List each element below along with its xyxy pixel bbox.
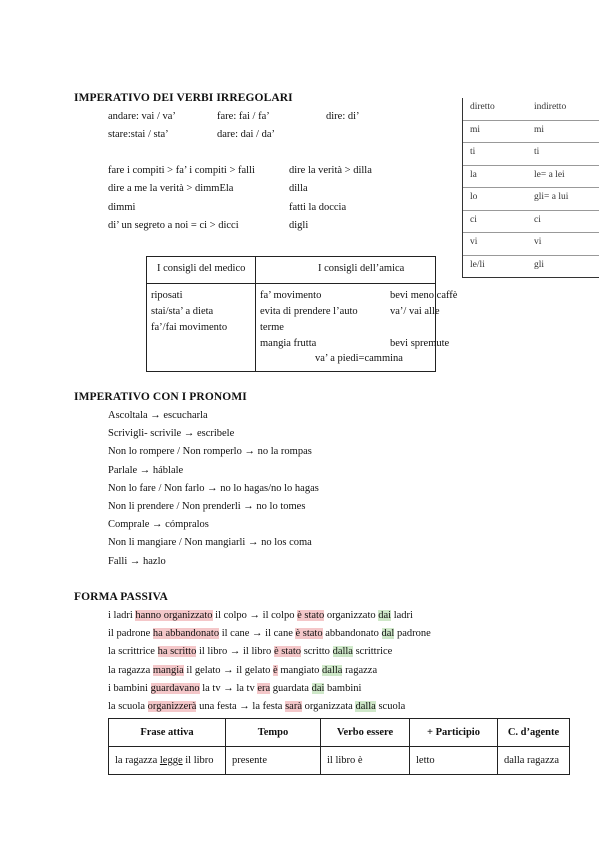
section-title-pronomi: IMPERATIVO CON I PRONOMI [74,391,247,403]
example-text: ragazza [342,664,378,676]
pronome-example: Scrivigli- scrivile → escribele [108,428,235,440]
pronome-example: Parlale → háblale [108,464,184,476]
verb-highlight: era [257,682,271,694]
verb-highlight: mangia [152,664,184,676]
pronoun-header-indiretto: indiretto [534,102,567,112]
passiva-example [108,683,361,694]
example-text: organizzato [324,610,379,621]
verb-highlight: hanno organizzato [135,610,213,621]
agent-highlight: dal [381,628,395,640]
example-text: una festa → la festa [196,701,286,712]
example-right: dire la verità > dilla [289,165,372,176]
section-title-irregolari: IMPERATIVO DEI VERBI IRREGOLARI [74,92,293,104]
pronoun-diretto: vi [470,237,478,247]
section-title-passiva: FORMA PASSIVA [74,591,168,603]
verb-highlight: sarà [285,701,302,712]
example-left: di’ un segreto a noi = ci > dicci [108,220,239,231]
example-text: organizzata [301,701,356,712]
col-verbo-essere: Verbo essere [321,719,410,747]
example-text: il gelato → il gelato [183,664,274,676]
example-text: il cane → il cane [219,628,296,640]
example-text: il colpo → il colpo [212,610,298,621]
form-dire: dire: di’ [326,111,360,122]
example-text: il libro → il libro [196,646,274,658]
consiglio-amica: terme [260,322,284,333]
pronome-example: Comprale → cómpralos [108,519,209,531]
pronoun-row [463,232,599,255]
verb-highlight: è stato [273,646,302,658]
example-text: la tv → la tv [199,682,258,694]
example-text: scritto [301,646,333,658]
pronoun-diretto: lo [470,192,478,202]
pronoun-row [463,120,599,143]
example-text: padrone [394,628,431,640]
pronoun-diretto: le/li [470,259,485,270]
pronoun-table [462,98,599,278]
verb-highlight: guardavano [150,682,200,694]
cell-verbo-essere: il libro è [321,747,410,775]
pronoun-indiretto: le= a lei [534,169,565,180]
cell-participio: letto [410,747,498,775]
consiglio-amica: bevi spremute [390,338,450,349]
agent-highlight: dai [311,682,325,694]
verb-highlight: è stato [295,628,323,640]
pronoun-row [463,187,599,210]
example-text: ladri [391,610,413,621]
example-text: scrittrice [352,646,393,658]
pronoun-indiretto: vi [534,237,542,247]
form-stare: stare:stai / sta’ [108,129,169,140]
pronome-example: Non li mangiare / Non mangiarli → no los coma [108,537,312,549]
pronoun-diretto: ti [470,147,476,157]
pronoun-indiretto: ti [534,147,540,157]
pronoun-indiretto: mi [534,124,545,135]
verb-highlight: è stato [297,610,325,621]
verb-highlight: ha abbandonato [152,628,220,640]
consiglio-medico: riposati [151,290,183,301]
passiva-header-row [109,719,570,747]
example-text: mangiato [277,664,323,676]
example-text: guardata [270,682,312,694]
consiglio-amica: mangia frutta [260,338,317,349]
cell-text: il libro [182,755,214,766]
pronoun-header-diretto: diretto [470,102,495,112]
example-right: fatti la doccia [289,202,347,213]
agent-highlight: dalla [332,646,353,658]
pronoun-indiretto: gli= a lui [534,192,569,202]
agent-highlight: dalla [355,701,376,712]
example-text: i bambini [108,682,151,694]
verb-highlight: ha scritto [157,646,197,658]
verb-highlight: è [273,664,278,676]
pronoun-diretto: ci [470,214,477,225]
agent-highlight: dalla [322,664,343,676]
col-frase-attiva: Frase attiva [109,719,226,747]
example-left: dire a me la verità > dimmEla [108,183,234,194]
passiva-example [108,665,377,676]
example-left: fare i compiti > fa’ i compiti > falli [108,165,255,176]
col-tempo: Tempo [226,719,321,747]
consiglio-amica: evita di prendere l’auto [260,306,358,317]
consiglio-amica: va’ a piedi=cammina [315,353,403,364]
pronome-example: Non lo rompere / Non romperlo → no la rompas [108,446,312,458]
example-text: la scuola [108,701,148,712]
pronoun-header-row [463,98,599,120]
verb-highlight: organizzerà [147,701,197,712]
form-dare: dare: dai / da’ [217,129,276,140]
pronome-example: Non li prendere / Non prenderli → no lo tomes [108,501,306,512]
example-left: dimmi [108,202,136,213]
passiva-example [108,610,413,621]
consiglio-amica: bevi meno caffè [390,290,458,301]
pronome-example: Ascoltala → escucharla [108,410,208,421]
cell-frase-attiva [109,747,226,775]
consigli-divider [255,257,256,371]
agent-highlight: dai [378,610,392,621]
example-right: dilla [289,183,308,194]
example-text: il padrone [108,628,153,640]
pronoun-row [463,165,599,188]
consiglio-amica: fa’ movimento [260,290,322,301]
consigli-table [146,256,458,372]
pronoun-row [463,142,599,165]
cell-text: la ragazza [115,755,160,766]
example-right: digli [289,220,309,231]
passiva-table [108,718,570,775]
pronome-example: Non lo fare / Non farlo → no lo hagas/no lo hagas [108,482,319,494]
cell-agente: dalla ragazza [498,747,570,775]
passiva-example [108,646,392,657]
consigli-header-amica: I consigli dell’amica [318,263,405,274]
form-andare: andare: vai / va’ [108,111,176,122]
col-participio: + Participio [410,719,498,747]
consiglio-medico: stai/sta’ a dieta [151,306,214,317]
example-text: scuola [375,701,406,712]
pronoun-diretto: la [470,169,477,180]
pronoun-indiretto: gli [534,259,545,270]
form-fare: fare: fai / fa’ [217,111,270,122]
pronoun-diretto: mi [470,124,481,135]
passiva-data-row [109,747,570,775]
consigli-header-medico: I consigli del medico [157,263,246,274]
passiva-example [108,701,405,712]
pronoun-row [463,210,599,233]
consiglio-medico: fa’/fai movimento [151,322,228,333]
passiva-example [108,628,431,639]
pronoun-row [463,255,599,278]
col-agente: C. d’agente [498,719,570,747]
cell-tempo: presente [226,747,321,775]
pronome-example: Falli → hazlo [108,555,166,567]
example-text: la scrittrice [108,646,158,658]
pronoun-indiretto: ci [534,214,541,225]
example-text: bambini [324,682,362,694]
cell-verb: legge [159,755,183,766]
example-text: abbandonato [322,628,382,640]
consiglio-amica: va’/ vai alle [390,306,440,317]
example-text: la ragazza [108,664,153,676]
example-text: i ladri [108,610,136,621]
